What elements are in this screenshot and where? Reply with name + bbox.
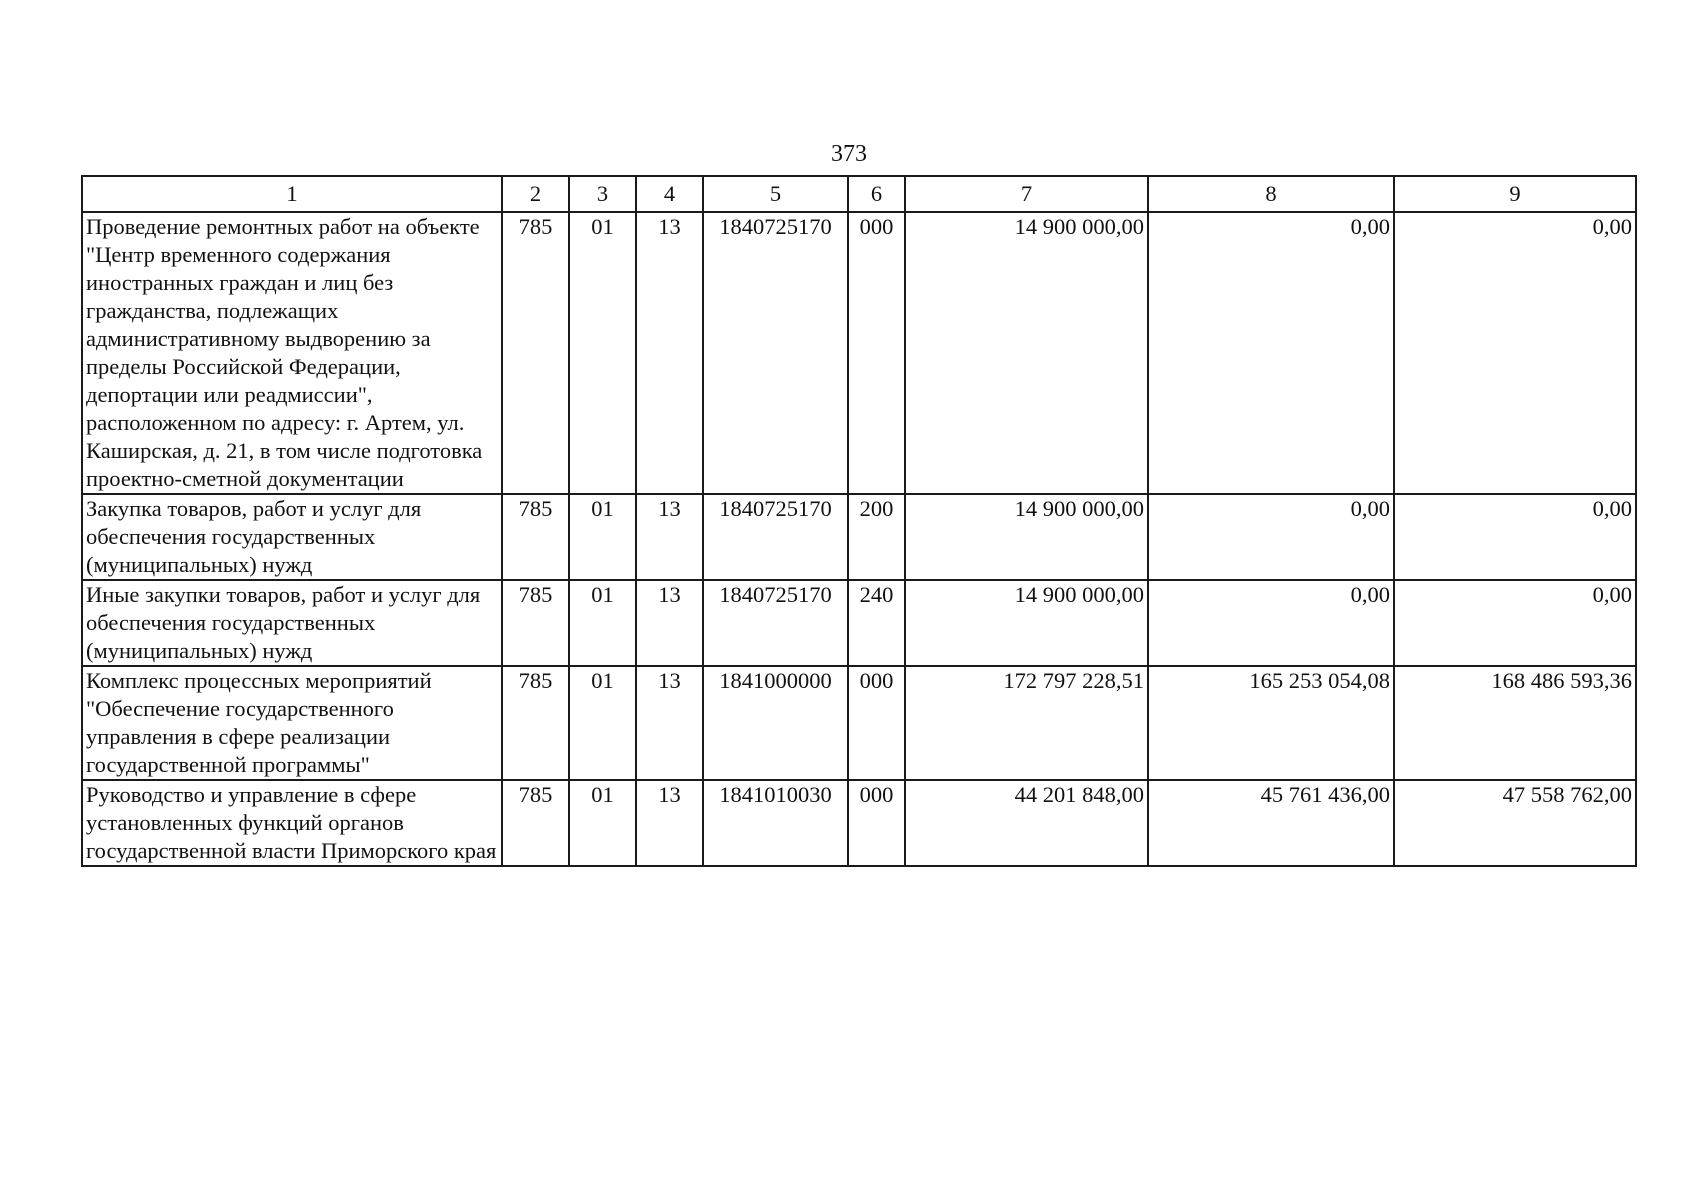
table-row: [82, 580, 1636, 666]
cell-amount: 168 486 593,36: [1394, 666, 1636, 780]
cell-code: 785: [502, 212, 569, 494]
cell-code: 01: [569, 666, 636, 780]
cell-code: 1840725170: [703, 494, 848, 580]
cell-amount: 0,00: [1394, 212, 1636, 494]
cell-amount: 172 797 228,51: [905, 666, 1148, 780]
column-header: 9: [1394, 176, 1636, 212]
cell-amount: 0,00: [1148, 212, 1394, 494]
cell-code: 01: [569, 580, 636, 666]
cell-amount: 165 253 054,08: [1148, 666, 1394, 780]
cell-code: 785: [502, 780, 569, 866]
row-name: Руководство и управление в сфере установленных функций органов государственной власти Приморского края: [82, 780, 502, 866]
cell-code: 785: [502, 494, 569, 580]
cell-code: 1840725170: [703, 580, 848, 666]
column-header: 4: [636, 176, 703, 212]
column-header: 5: [703, 176, 848, 212]
cell-code: 13: [636, 580, 703, 666]
cell-code: 200: [848, 494, 905, 580]
cell-code: 000: [848, 666, 905, 780]
header-row: [82, 176, 1636, 212]
row-name: Закупка товаров, работ и услуг для обеспечения государственных (муниципальных) нужд: [82, 494, 502, 580]
cell-code: 01: [569, 212, 636, 494]
cell-code: 240: [848, 580, 905, 666]
cell-amount: 0,00: [1394, 580, 1636, 666]
column-header: 2: [502, 176, 569, 212]
column-header: 7: [905, 176, 1148, 212]
cell-code: 13: [636, 212, 703, 494]
row-name: Иные закупки товаров, работ и услуг для обеспечения государственных (муниципальных) нужд: [82, 580, 502, 666]
table-row: [82, 494, 1636, 580]
budget-table: [81, 175, 1637, 867]
cell-code: 01: [569, 494, 636, 580]
column-header: 3: [569, 176, 636, 212]
cell-code: 1840725170: [703, 212, 848, 494]
cell-code: 1841000000: [703, 666, 848, 780]
row-name: Проведение ремонтных работ на объекте "Центр временного содержания иностранных граждан и лиц без гражданства, подлежащих административному выдворению за пределы Российской Федерации, депортации или реадмиссии", расположенном по адресу: г. Артем, ул. Каширская, д. 21, в том числе подготовка проектно-сметной документации: [82, 212, 502, 494]
page-number: 373: [831, 141, 867, 167]
cell-code: 13: [636, 494, 703, 580]
cell-code: 000: [848, 212, 905, 494]
column-header: 6: [848, 176, 905, 212]
column-header: 8: [1148, 176, 1394, 212]
cell-code: 785: [502, 580, 569, 666]
cell-amount: 14 900 000,00: [905, 494, 1148, 580]
cell-code: 13: [636, 666, 703, 780]
cell-code: 000: [848, 780, 905, 866]
table-row: [82, 212, 1636, 494]
cell-amount: 14 900 000,00: [905, 580, 1148, 666]
cell-amount: 44 201 848,00: [905, 780, 1148, 866]
column-header: 1: [82, 176, 502, 212]
cell-amount: 45 761 436,00: [1148, 780, 1394, 866]
cell-amount: 0,00: [1148, 494, 1394, 580]
table-row: [82, 666, 1636, 780]
cell-amount: 0,00: [1148, 580, 1394, 666]
cell-code: 785: [502, 666, 569, 780]
cell-code: 1841010030: [703, 780, 848, 866]
cell-amount: 0,00: [1394, 494, 1636, 580]
cell-amount: 14 900 000,00: [905, 212, 1148, 494]
cell-amount: 47 558 762,00: [1394, 780, 1636, 866]
row-name: Комплекс процессных мероприятий "Обеспечение государственного управления в сфере реализации государственной программы": [82, 666, 502, 780]
cell-code: 01: [569, 780, 636, 866]
table-row: [82, 780, 1636, 866]
cell-code: 13: [636, 780, 703, 866]
